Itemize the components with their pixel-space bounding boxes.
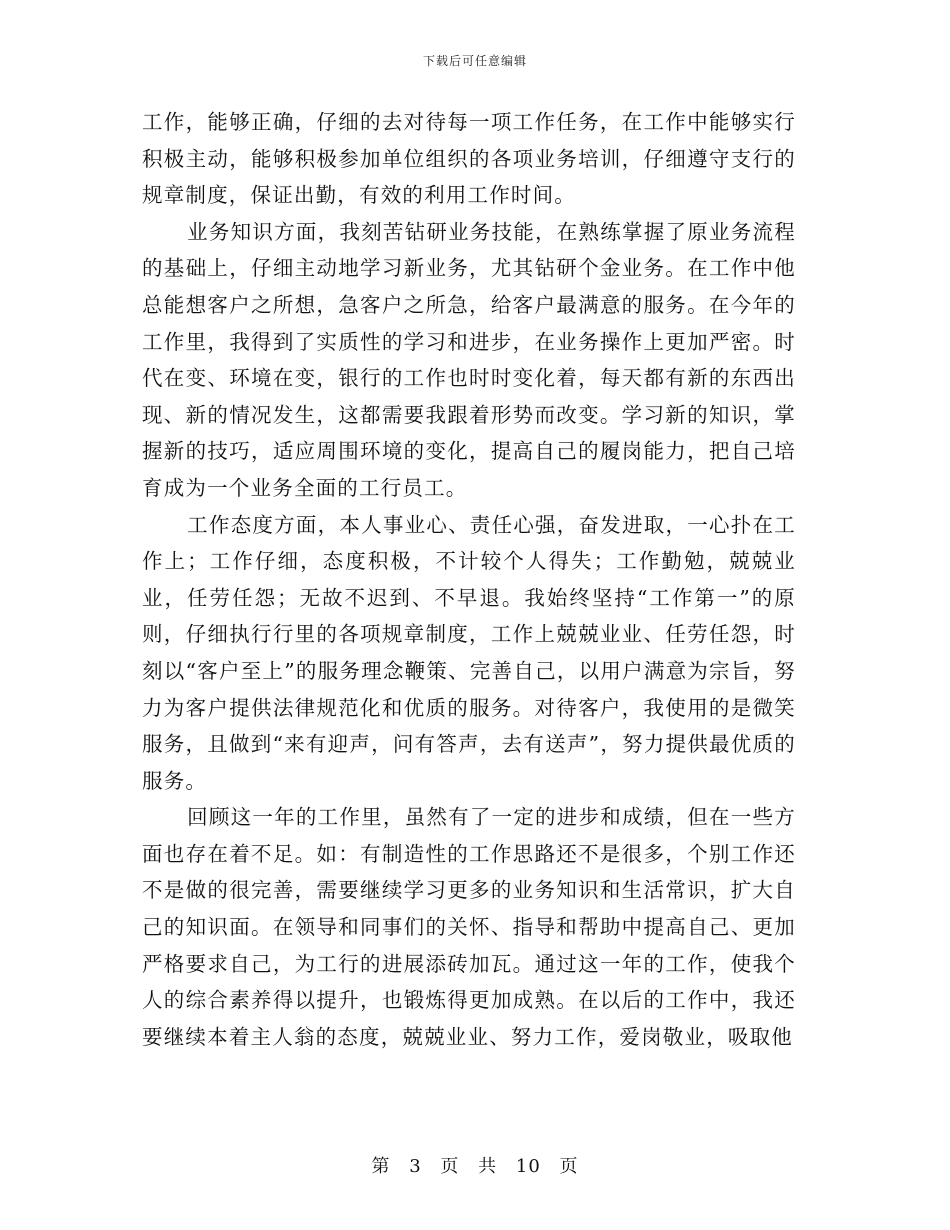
paragraph-review: 回顾这一年的工作里，虽然有了一定的进步和成绩，但在一些方面也存在着不足。如：有制造性的工作思路还不是很多，个别工作还不是做的很完善，需要继续学习更多的业务知识和生活常识，扩大自己的知识面。在领导和同事们的关怀、指导和帮助中提高自己、更加严格要求自己，为工行的进展添砖加瓦。通过这一年的工作，使我个人的综合素养得以提升，也锻炼得更加成熟。在以后的工作中，我还要继续本着主人翁的态度，兢兢业业、努力工作，爱岗敬业，吸取他 (142, 805, 796, 1049)
page-label-mid: 页 (440, 1156, 460, 1177)
page-label-prefix: 第 (371, 1156, 391, 1177)
page-header: 下载后可任意编辑 (422, 54, 527, 68)
paragraph-continuation: 工作，能够正确，仔细的去对待每一项工作任务，在工作中能够实行积极主动，能够积极参加单位组织的各项业务培训，仔细遵守支行的规章制度，保证出勤，有效的利用工作时间。 (142, 110, 796, 208)
page-footer (0, 1152, 950, 1178)
paragraph-business-knowledge: 业务知识方面，我刻苦钻研业务技能，在熟练掌握了原业务流程的基础上，仔细主动地学习新业务，尤其钻研个金业务。在工作中他总能想客户之所想，急客户之所急，给客户最满意的服务。在今年的工作里，我得到了实质性的学习和进步，在业务操作上更加严密。时代在变、环境在变，银行的工作也时时变化着，每天都有新的东西出现、新的情况发生，这都需要我跟着形势而改变。学习新的知识，掌握新的技巧，适应周围环境的变化，提高自己的履岗能力，把自己培育成为一个业务全面的工行员工。 (142, 219, 796, 500)
page-label-suffix: 页 (559, 1156, 579, 1177)
current-page-number: 3 (409, 1156, 422, 1177)
document-body (142, 104, 796, 1055)
total-pages-number: 10 (515, 1156, 541, 1177)
paragraph-work-attitude: 工作态度方面，本人事业心、责任心强，奋发进取，一心扑在工作上；工作仔细，态度积极，不计较个人得失；工作勤勉，兢兢业业，任劳任怨；无故不迟到、不早退。我始终坚持“工作第一”的原则，仔细执行行里的各项规章制度，工作上兢兢业业、任劳任怨，时刻以“客户至上”的服务理念鞭策、完善自己，以用户满意为宗旨，努力为客户提供法律规范化和优质的服务。对待客户，我使用的是微笑服务，且做到“来有迎声，问有答声，去有送声”，努力提供最优质的服务。 (142, 512, 796, 793)
total-label: 共 (478, 1156, 498, 1177)
